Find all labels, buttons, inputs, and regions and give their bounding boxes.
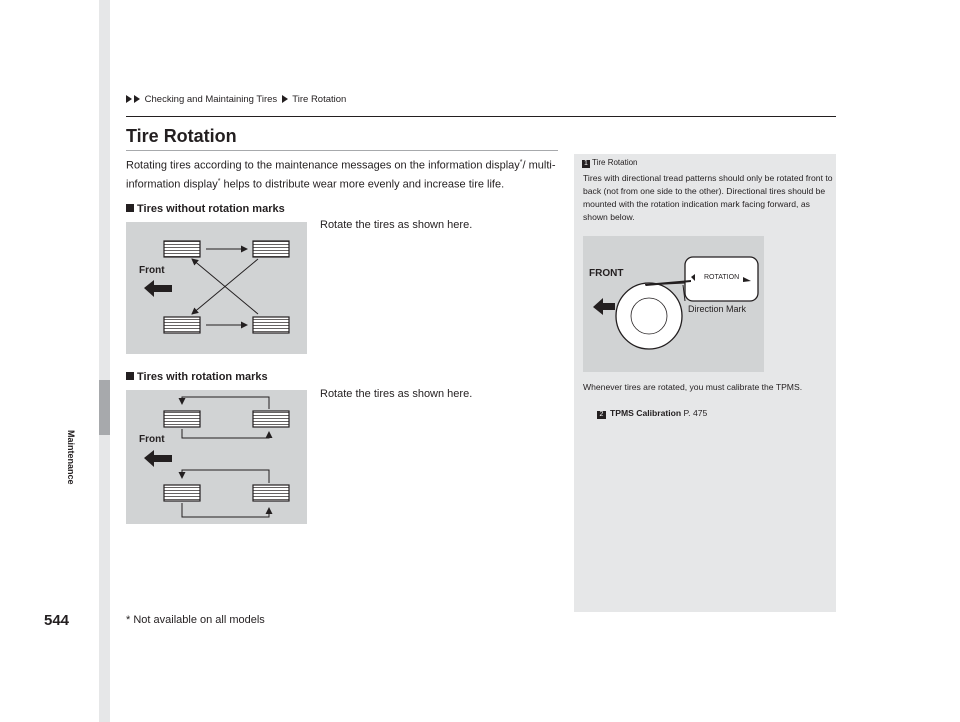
- breadcrumb-arrow-icon: [282, 95, 288, 103]
- tire-front-right-icon: [253, 241, 289, 257]
- direction-mark-figure: [583, 236, 764, 372]
- rotation-diagram-front-back: [126, 390, 307, 524]
- note-number-icon: 1: [582, 160, 590, 168]
- tire-rear-right-icon: [253, 485, 289, 501]
- page-number: 544: [44, 612, 70, 629]
- tire-rear-right-icon: [253, 317, 289, 333]
- page-title: Tire Rotation: [126, 126, 237, 146]
- bullet-square-icon: [126, 372, 134, 380]
- figure-front-label: FRONT: [589, 268, 624, 279]
- breadcrumb: [126, 94, 346, 105]
- bullet-square-icon: [126, 204, 134, 212]
- breadcrumb-parent[interactable]: Checking and Maintaining Tires: [144, 94, 278, 105]
- section-note-no-marks: Rotate the tires as shown here.: [320, 219, 473, 231]
- front-arrow-icon: [593, 298, 615, 315]
- tire-front-left-icon: [164, 241, 200, 257]
- tire-rear-left-icon: [164, 317, 200, 333]
- sidebar-heading: 1 Tire Rotation: [582, 158, 638, 168]
- section-heading-with-marks: Tires with rotation marks: [126, 371, 268, 383]
- intro-paragraph: Rotating tires according to the maintenance messages on the information display*/ multi-information display* helps to distribute wear more evenly and increase tire life.: [126, 159, 556, 191]
- title-rule: [126, 150, 558, 151]
- header-rule: [126, 116, 836, 117]
- chapter-tab: [99, 0, 110, 722]
- sidebar-paragraph-1: Tires with directional tread patterns should only be rotated front to back (not from one side to the other). Directional tires should be mounted with the rotation indication mark facing forward, as shown below.: [583, 173, 833, 222]
- chapter-label: Maintenance: [66, 430, 76, 485]
- tpms-link[interactable]: 2 TPMS Calibration P. 475: [597, 407, 707, 420]
- sidebar-paragraph-2: Whenever tires are rotated, you must calibrate the TPMS.: [583, 382, 803, 392]
- link-arrow-icon: 2: [597, 411, 606, 419]
- front-arrow-icon: [144, 450, 172, 467]
- tire-front-left-icon: [164, 411, 200, 427]
- front-arrow-icon: [144, 280, 172, 297]
- figure-rotation-label: ROTATION: [704, 274, 740, 281]
- tire-rear-left-icon: [164, 485, 200, 501]
- breadcrumb-current: Tire Rotation: [292, 94, 347, 105]
- front-back-rotation-svg: [126, 390, 307, 524]
- rotation-diagram-cross: [126, 222, 307, 354]
- cross-rotation-svg: [126, 222, 307, 354]
- tire-front-right-icon: [253, 411, 289, 427]
- section-note-with-marks: Rotate the tires as shown here.: [320, 388, 473, 400]
- section-heading-no-marks: Tires without rotation marks: [126, 203, 285, 215]
- figure-direction-label: Direction Mark: [688, 304, 747, 314]
- breadcrumb-arrow-icon: [134, 95, 140, 103]
- footnote: * Not available on all models: [126, 614, 265, 626]
- diagram-front-label: Front: [139, 265, 165, 276]
- diagram-front-label: Front: [139, 434, 165, 445]
- breadcrumb-arrow-icon: [126, 95, 132, 103]
